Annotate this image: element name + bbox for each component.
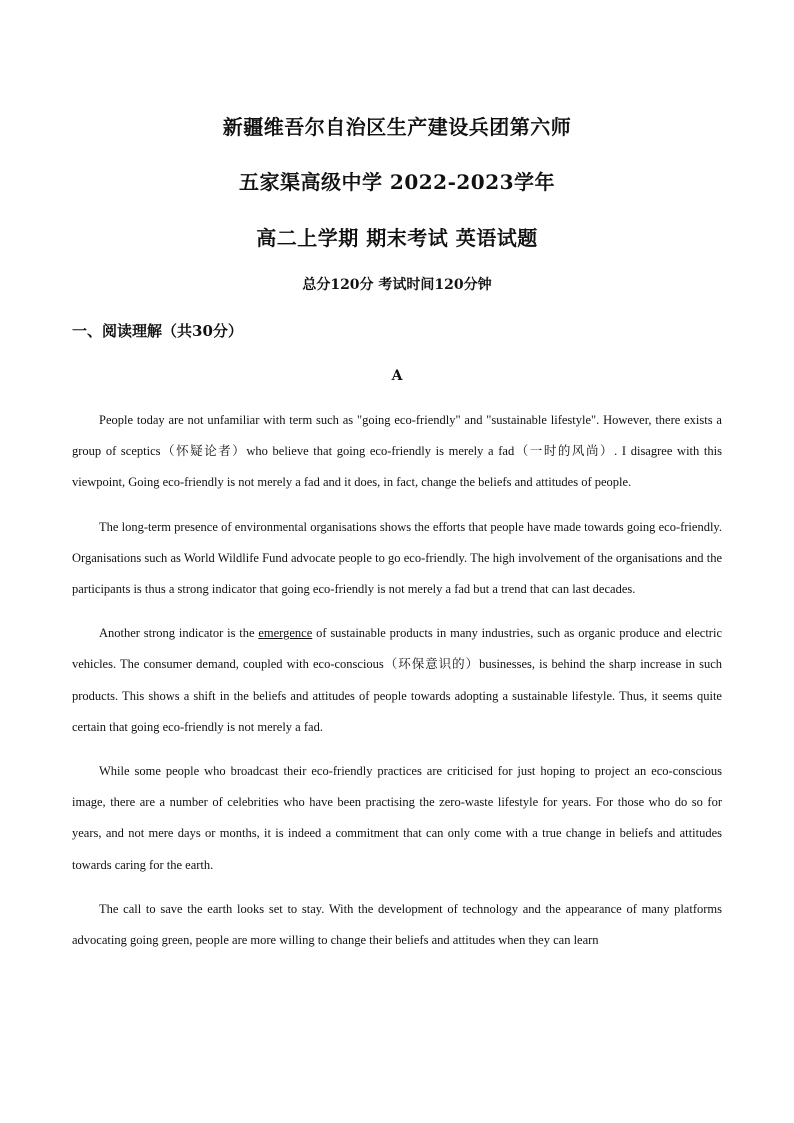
exam-score-time: 总分120分 考试时间120分钟 bbox=[302, 277, 492, 293]
paragraph-3-text-start: Another strong indicator is the bbox=[99, 626, 259, 641]
exam-title-year: 五家渠高级中学 2022-2023学年 bbox=[238, 170, 556, 194]
exam-title-school: 新疆维吾尔自治区生产建设兵团第六师 bbox=[222, 115, 572, 139]
passage-paragraph-1: People today are not unfamiliar with term such as "going eco-friendly" and "sustainable lifestyle". However, there exists a group of sceptics（怀疑论者）who believe that going eco-friendly is merely a fad（一时的风尚）. I disagree with this viewpoint, Going eco-friendly is not merely a fad and it does, in fact, change the beliefs and attitudes of people. bbox=[72, 413, 722, 490]
section-heading-reading: 一、阅读理解（共30分） bbox=[72, 322, 243, 340]
passage-paragraph-5: The call to save the earth looks set to stay. With the development of technology and the appearance of many platforms advocating going green, people are more willing to change their beliefs and attitudes when they can learn bbox=[72, 901, 722, 948]
exam-title-subject: 高二上学期 期末考试 英语试题 bbox=[256, 226, 538, 250]
underlined-word-emergence: emergence bbox=[258, 626, 313, 641]
passage-paragraph-3 bbox=[72, 618, 722, 743]
reading-passage bbox=[72, 405, 722, 969]
paragraph-3-text-end: of sustainable products in many industries, such as organic produce and electric vehicles. The consumer demand, coupled with eco-conscious（环保意识的）businesses, is behind the sharp increase in such products. This shows a shift in the beliefs and attitudes of people towards adopting a sustainable lifestyle. Thus, it seems quite certain that going eco-friendly is not merely a fad. bbox=[72, 626, 722, 734]
passage-paragraph-2: The long-term presence of environmental organisations shows the efforts that people have made towards going eco-friendly. Organisations such as World Wildlife Fund advocate people to go eco-friendly. The high involvement of the organisations and the participants is thus a strong indicator that going eco-friendly is not merely a fad but a trend that can last decades. bbox=[72, 519, 722, 597]
passage-paragraph-4: While some people who broadcast their eco-friendly practices are criticised for just hoping to project an eco-conscious image, there are a number of celebrities who have been practising the zero-waste lifestyle for years. For those who do so for years, and not mere days or months, it is indeed a commitment that can only come with a true change in beliefs and attitudes towards caring for the earth. bbox=[72, 764, 722, 872]
passage-label: A bbox=[391, 368, 403, 384]
